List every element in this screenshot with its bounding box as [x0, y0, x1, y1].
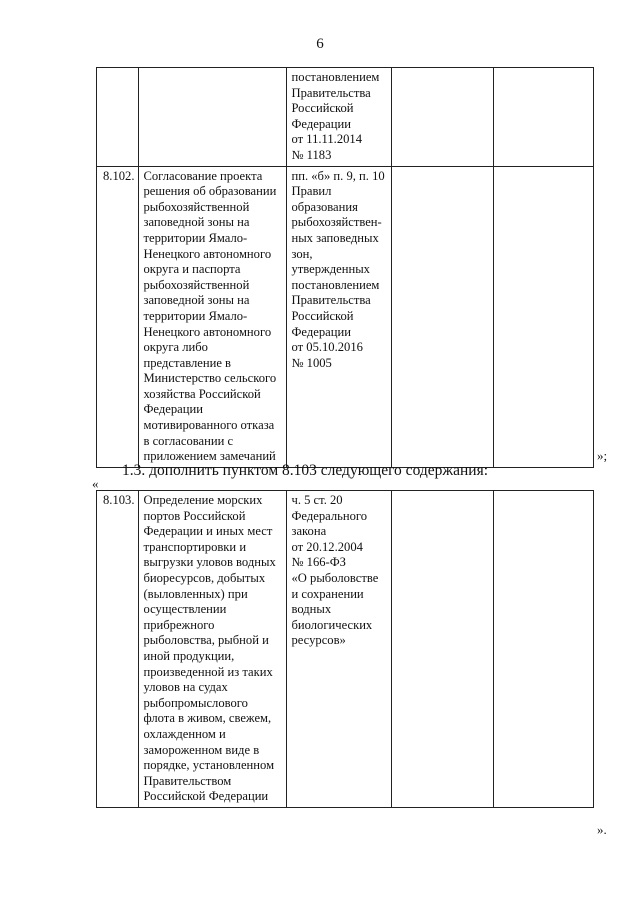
empty-cell [494, 68, 594, 167]
legal-basis-cell: пп. «б» п. 9, п. 10 Правил образования рыбохозяйствен- ных заповедных зон, утвержденных постановлением Правительства Российской Федерации от 05.10.2016 № 1005 [287, 166, 392, 467]
closing-quote-mark: »; [597, 448, 608, 463]
row-number-cell: 8.103. [97, 491, 139, 808]
amendment-text: 1.3. дополнить пунктом 8.103 следующего содержания: [122, 462, 488, 479]
service-name-cell [139, 68, 287, 167]
table-row [97, 68, 594, 167]
service-name-cell: Определение морских портов Российской Федерации и иных мест транспортировки и выгрузки уловов водных биоресурсов, добытых (выловленных) при осуществлении прибрежного рыболовства, рыбной и иной продукции, произведенной из таких уловов на судах рыбопромыслового флота в живом, свежем, охлажденном и замороженном виде в порядке, установленном Правительством Российской Федерации [139, 491, 287, 808]
empty-cell [392, 68, 494, 167]
empty-cell [392, 166, 494, 467]
services-table-new-item [96, 490, 594, 808]
empty-cell [392, 491, 494, 808]
service-name-cell: Согласование проекта решения об образовании рыбохозяйственной заповедной зоны на территории Ямало- Ненецкого автономного округа и паспорта рыбохозяйственной заповедной зоны на территории Ямало- Ненецкого автономного округа либо представление в Министерство сельского хозяйства Российской Федерации мотивированного отказа в согласовании с приложением замечаний [139, 166, 287, 467]
row-number-cell [97, 68, 139, 167]
empty-cell [494, 491, 594, 808]
row-number-cell: 8.102. [97, 166, 139, 467]
legal-basis-cell: постановлением Правительства Российской Федерации от 11.11.2014 № 1183 [287, 68, 392, 167]
closing-quote-mark: ». [597, 822, 607, 837]
table-row [97, 166, 594, 467]
page-number: 6 [316, 36, 324, 52]
services-table-continued [96, 67, 594, 468]
opening-quote-mark: « [92, 476, 99, 491]
table-row [97, 491, 594, 808]
legal-basis-cell: ч. 5 ст. 20 Федерального закона от 20.12.2004 № 166-ФЗ «О рыболовстве и сохранении водных биологических ресурсов» [287, 491, 392, 808]
empty-cell [494, 166, 594, 467]
